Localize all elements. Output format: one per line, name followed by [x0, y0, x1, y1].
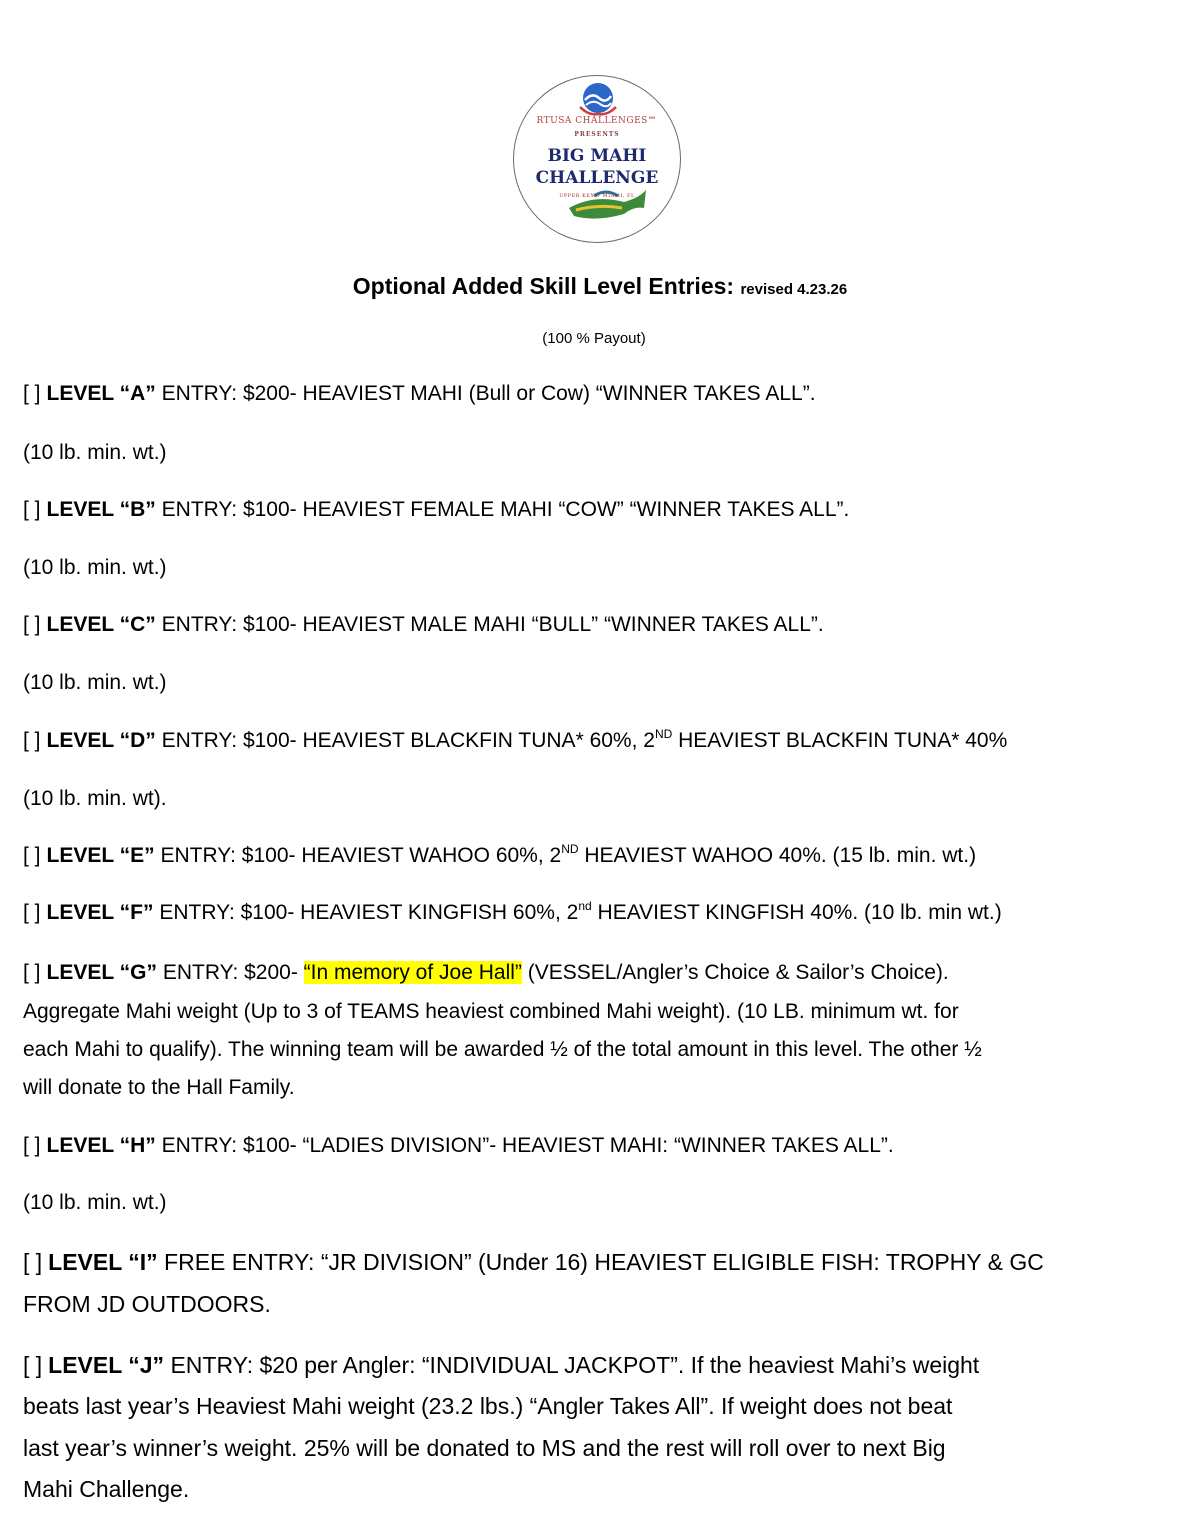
level-d-text-1: ENTRY: $100- HEAVIEST BLACKFIN TUNA* 60%, 2 — [155, 729, 655, 752]
level-a-checkbox[interactable]: [ ] — [23, 382, 41, 405]
level-f-entry — [23, 894, 1002, 932]
level-i-label: LEVEL “I” — [48, 1249, 158, 1275]
level-g-highlight: “In memory of Joe Hall” — [303, 961, 522, 984]
level-e-entry — [23, 837, 976, 875]
level-j-line-3: last year’s winner’s weight. 25% will be donated to MS and the rest will roll over to next Big — [23, 1435, 946, 1461]
level-i-line-2: FROM JD OUTDOORS. — [23, 1291, 271, 1317]
level-b-label: LEVEL “B” — [46, 498, 156, 521]
level-h-label: LEVEL “H” — [46, 1134, 156, 1157]
level-f-sup: nd — [578, 899, 592, 913]
level-b-entry — [23, 491, 849, 529]
level-j-text: ENTRY: $20 per Angler: “INDIVIDUAL JACKPOT”. If the heaviest Mahi’s weight — [164, 1352, 980, 1378]
level-d-text-2: HEAVIEST BLACKFIN TUNA* 40% — [672, 729, 1008, 752]
level-e-sup: ND — [561, 842, 579, 856]
level-g-text-2: (VESSEL/Angler’s Choice & Sailor’s Choice). — [521, 961, 949, 984]
level-h-checkbox[interactable]: [ ] — [23, 1134, 41, 1157]
level-i-text: FREE ENTRY: “JR DIVISION” (Under 16) HEAVIEST ELIGIBLE FISH: TROPHY & GC — [157, 1249, 1044, 1275]
level-j-line-2: beats last year’s Heaviest Mahi weight (23.2 lbs.) “Angler Takes All”. If weight does not beat — [23, 1393, 953, 1419]
level-g-text-1: ENTRY: $200- — [156, 961, 304, 984]
logo-location-text: UPPER KEYS/ MIAMI, FL — [559, 193, 635, 199]
level-j-checkbox[interactable]: [ ] — [23, 1352, 43, 1378]
level-j-label: LEVEL “J” — [48, 1352, 165, 1378]
level-d-sup: ND — [654, 727, 673, 741]
title-text: Optional Added Skill Level Entries: — [352, 273, 735, 299]
level-d-label: LEVEL “D” — [46, 729, 156, 752]
level-e-label: LEVEL “E” — [46, 844, 155, 867]
level-g-checkbox[interactable]: [ ] — [23, 961, 41, 984]
level-c-text: ENTRY: $100- HEAVIEST MALE MAHI “BULL” “WINNER TAKES ALL”. — [155, 613, 824, 636]
logo-presents-text: PRESENTS — [574, 131, 620, 138]
level-d-checkbox[interactable]: [ ] — [23, 729, 41, 752]
level-e-text-2: HEAVIEST WAHOO 40%. (15 lb. min. wt.) — [578, 844, 977, 867]
level-e-text-1: ENTRY: $100- HEAVIEST WAHOO 60%, 2 — [154, 844, 562, 867]
level-c-min-weight: (10 lb. min. wt.) — [23, 671, 167, 694]
level-i-checkbox[interactable]: [ ] — [23, 1249, 43, 1275]
payout-note: (100 % Payout) — [542, 330, 646, 347]
level-c-label: LEVEL “C” — [46, 613, 156, 636]
level-f-text-1: ENTRY: $100- HEAVIEST KINGFISH 60%, 2 — [153, 901, 579, 924]
level-d-entry — [23, 722, 1007, 760]
level-f-checkbox[interactable]: [ ] — [23, 901, 41, 924]
level-g-label: LEVEL “G” — [46, 961, 157, 984]
level-c-checkbox[interactable]: [ ] — [23, 613, 41, 636]
logo-title-line1: BIG MAHI — [547, 146, 647, 166]
page-title — [0, 270, 1200, 306]
level-d-min-weight: (10 lb. min. wt). — [23, 787, 167, 810]
level-a-text: ENTRY: $200- HEAVIEST MAHI (Bull or Cow) “WINNER TAKES ALL”. — [155, 382, 816, 405]
level-g-line-2: Aggregate Mahi weight (Up to 3 of TEAMS heaviest combined Mahi weight). (10 LB. minimum wt. for — [23, 1000, 959, 1023]
level-h-text: ENTRY: $100- “LADIES DIVISION”- HEAVIEST MAHI: “WINNER TAKES ALL”. — [155, 1134, 894, 1157]
level-f-text-2: HEAVIEST KINGFISH 40%. (10 lb. min wt.) — [591, 901, 1002, 924]
level-h-entry — [23, 1127, 894, 1165]
logo-title-line2: CHALLENGE — [535, 168, 659, 188]
level-g-line-3: each Mahi to qualify). The winning team will be awarded ½ of the total amount in this level. The other ½ — [23, 1038, 982, 1061]
big-mahi-challenge-logo — [513, 75, 681, 243]
level-b-checkbox[interactable]: [ ] — [23, 498, 41, 521]
level-g-line-4: will donate to the Hall Family. — [23, 1076, 295, 1099]
revised-date: revised 4.23.26 — [740, 281, 848, 298]
level-e-checkbox[interactable]: [ ] — [23, 844, 41, 867]
level-a-min-weight: (10 lb. min. wt.) — [23, 441, 167, 464]
level-g-entry — [23, 954, 949, 992]
logo-org-text: RTUSA CHALLENGES℠ — [536, 116, 658, 126]
level-b-min-weight: (10 lb. min. wt.) — [23, 556, 167, 579]
level-a-entry — [23, 375, 816, 413]
level-c-entry — [23, 606, 824, 644]
level-j-line-4: Mahi Challenge. — [23, 1476, 190, 1502]
level-i-entry — [23, 1242, 1044, 1283]
level-h-min-weight: (10 lb. min. wt.) — [23, 1191, 167, 1214]
level-a-label: LEVEL “A” — [46, 382, 156, 405]
level-j-entry — [23, 1345, 979, 1386]
level-b-text: ENTRY: $100- HEAVIEST FEMALE MAHI “COW” “WINNER TAKES ALL”. — [155, 498, 850, 521]
level-f-label: LEVEL “F” — [46, 901, 154, 924]
